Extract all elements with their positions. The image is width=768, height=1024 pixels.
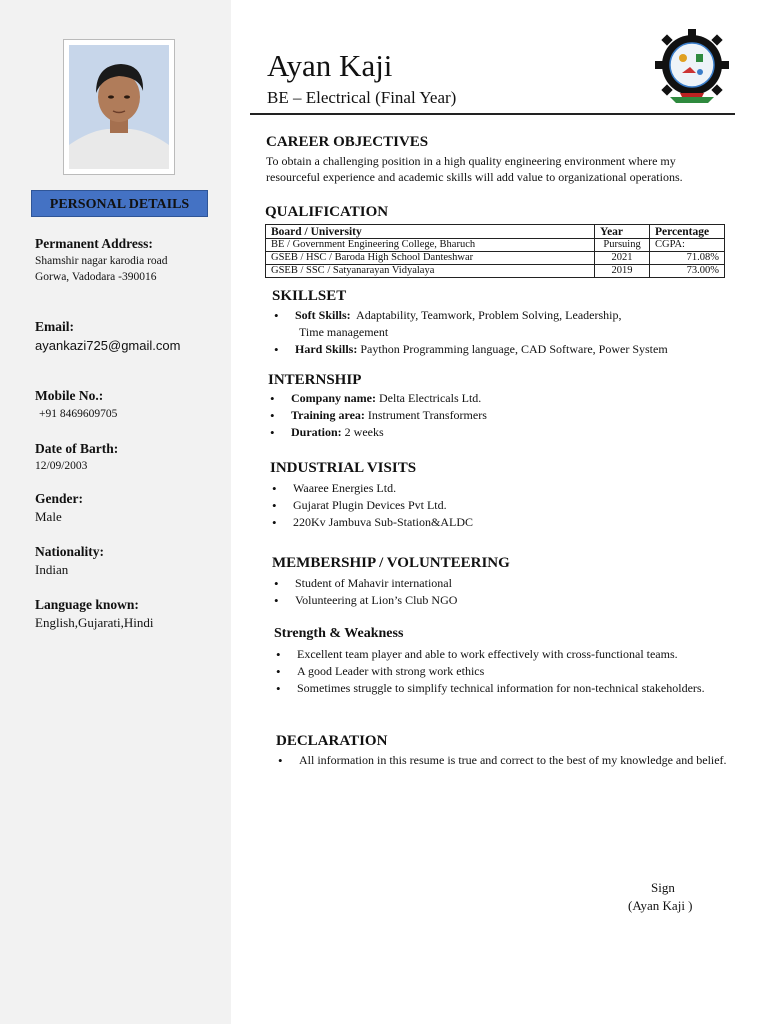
skillset-list (272, 307, 712, 358)
table-cell: GSEB / SSC / Satyanarayan Vidyalaya (266, 265, 595, 278)
list-item: • Volunteering at Lion’s Club NGO (272, 592, 712, 609)
table-cell: 71.08% (650, 252, 725, 265)
list-item: • Sometimes struggle to simplify technical information for non-technical stakeholders. (274, 680, 724, 697)
address-label: Permanent Address: (35, 236, 153, 251)
industrial-visits-title: INDUSTRIAL VISITS (270, 460, 417, 476)
address-line-2: Gorwa, Vadodara -390016 (35, 271, 157, 283)
career-objective-line-2: resourceful experience and academic skills will add value to organizational operations. (266, 170, 683, 184)
email-label: Email: (35, 319, 74, 334)
declaration-text: • All information in this resume is true and correct to the best of my knowledge and belief. (276, 752, 727, 769)
hard-skills-label: Hard Skills: (295, 342, 358, 356)
list-item: • Gujarat Plugin Devices Pvt Ltd. (270, 497, 710, 514)
duration-label: Duration: (291, 425, 342, 439)
nationality-label: Nationality: (35, 544, 104, 559)
profile-photo (63, 39, 175, 175)
column-header: Percentage (650, 225, 725, 239)
table-cell: 73.00% (650, 265, 725, 278)
soft-skills-value-2: Time management (299, 325, 389, 339)
list-item: • Excellent team player and able to work effectively with cross-functional teams. (274, 646, 724, 663)
language-label: Language known: (35, 597, 139, 612)
internship-title: INTERNSHIP (268, 372, 362, 388)
table-row (266, 265, 725, 278)
soft-skills-label: Soft Skills: (295, 308, 351, 322)
personal-details-header: PERSONAL DETAILS (31, 190, 208, 217)
list-item (272, 341, 712, 358)
candidate-name: Ayan Kaji (267, 48, 393, 83)
email-value: ayankazi725@gmail.com (35, 338, 181, 353)
career-objectives-title: CAREER OBJECTIVES (266, 134, 429, 150)
list-item: • 220Kv Jambuva Sub-Station&ALDC (270, 514, 710, 531)
qualification-title: QUALIFICATION (265, 204, 389, 220)
list-item (268, 424, 708, 441)
training-label: Training area: (291, 408, 365, 422)
table-cell: CGPA: (650, 239, 725, 252)
membership-title: MEMBERSHIP / VOLUNTEERING (272, 555, 510, 571)
language-value: English,Gujarati,Hindi (35, 615, 154, 630)
table-cell: 2019 (595, 265, 650, 278)
header-divider (250, 113, 735, 115)
declaration-title: DECLARATION (276, 733, 388, 749)
training-value: Instrument Transformers (367, 408, 487, 422)
soft-skills-value: Adaptability, Teamwork, Problem Solving, Leadership, (356, 308, 622, 322)
list-item (268, 390, 708, 407)
mobile-value: +91 8469609705 (39, 408, 118, 420)
table-cell: GSEB / HSC / Baroda High School Danteshwar (266, 252, 595, 265)
table-cell: Pursuing (595, 239, 650, 252)
membership-list (272, 575, 712, 609)
strength-weakness-list (274, 646, 724, 697)
mobile-label: Mobile No.: (35, 388, 104, 403)
list-item: • Waaree Energies Ltd. (270, 480, 710, 497)
college-logo-icon (652, 27, 732, 107)
gender-value: Male (35, 509, 62, 524)
industrial-visits-list (270, 480, 710, 531)
dob-label: Date of Barth: (35, 441, 119, 456)
column-header: Year (595, 225, 650, 239)
address-line-1: Shamshir nagar karodia road (35, 255, 168, 267)
list-item: • Student of Mahavir international (272, 575, 712, 592)
nationality-value: Indian (35, 562, 69, 577)
candidate-degree: BE – Electrical (Final Year) (267, 88, 457, 107)
declaration-list (276, 752, 727, 769)
table-row (266, 252, 725, 265)
table-cell: BE / Government Engineering College, Bharuch (266, 239, 595, 252)
skillset-title: SKILLSET (272, 288, 347, 304)
company-label: Company name: (291, 391, 377, 405)
hard-skills-value: Paython Programming language, CAD Software, Power System (360, 342, 668, 356)
qualification-table (265, 224, 725, 278)
list-item: • A good Leader with strong work ethics (274, 663, 724, 680)
gender-label: Gender: (35, 491, 83, 506)
list-item (268, 407, 708, 424)
sign-label: Sign (651, 880, 675, 895)
strength-weakness-title: Strength & Weakness (274, 626, 404, 641)
company-value: Delta Electricals Ltd. (379, 391, 482, 405)
table-header-row (266, 225, 725, 239)
internship-list (268, 390, 708, 441)
sign-name: (Ayan Kaji ) (628, 898, 693, 913)
dob-value: 12/09/2003 (35, 460, 88, 472)
career-objective-line-1: To obtain a challenging position in a high quality engineering environment where my (266, 154, 676, 168)
sidebar (0, 0, 231, 1024)
table-cell: 2021 (595, 252, 650, 265)
list-item (272, 307, 712, 341)
column-header: Board / University (266, 225, 595, 239)
duration-value: 2 weeks (344, 425, 384, 439)
table-row (266, 239, 725, 252)
